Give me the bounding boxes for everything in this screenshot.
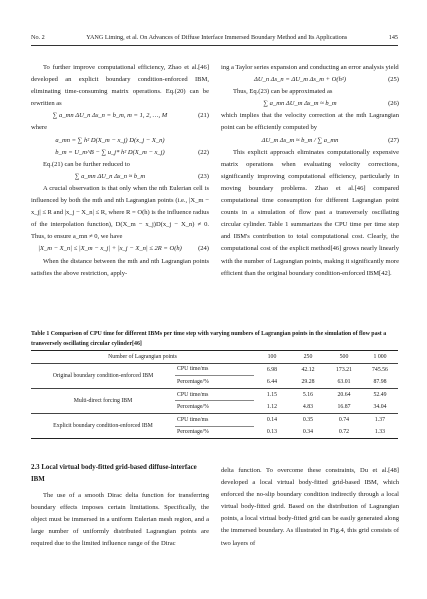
section-left-text: [31, 490, 209, 550]
paragraph: This explicit approach eliminates computationally expensive matrix operations when evaluating velocity corrections, significantly improving computational efficiency, particularly in moving boundary problems. Zhao et al.[46] compared computational time consumption for different Lagrangian point counts in a simulation of flow past a transversely oscillating circular cylinder. Table 1 summarizes the CPU time per time step and IBM's contribution to total computational cost. Clearly, the computational cost of the explicit method[46] grows nearly linearly with the number of Lagrangian points, making it significantly more efficient than the original boundary condition-enforced IBM[42].: [221, 148, 399, 277]
column-header: 250: [290, 351, 326, 364]
table-row: [31, 413, 398, 426]
paragraph: Thus, Eq.(23) can be approximated as: [233, 88, 333, 96]
table-cell: 52.49: [362, 388, 398, 401]
table-cell: 0.35: [290, 413, 326, 426]
table-cell: 6.44: [266, 378, 278, 385]
paragraph: The use of a smooth Dirac delta function for transferring boundary effects imposes certain limitations. Specifically, the object must be immersed in a uniform Eulerian mesh region, and a large number of uniformly distributed Lagrangian points are required due to the limited influence range of the Dirac: [31, 492, 209, 548]
section-right-text: [221, 465, 399, 550]
table-cell: 34.04: [373, 403, 387, 410]
equation-22a: a_mn = ∑ h² D(X_m − x_j) D(x_j − X_n): [55, 136, 165, 144]
table-cell: 0.13: [266, 429, 278, 436]
table-cell: 1.15: [254, 388, 290, 401]
table-cell: 20.64: [326, 388, 362, 401]
column-header: 500: [326, 351, 362, 364]
metric-label: CPU time/ms: [175, 363, 254, 376]
paragraph: ing a Taylor series expansion and conducting an error analysis yield: [221, 64, 399, 71]
method-name: Original boundary condition-enforced IBM: [52, 372, 154, 379]
equation-23: ∑ a_mn ΔU_n Δs_n ≈ b_m (23): [74, 172, 209, 180]
table-cell: 29.28: [301, 378, 315, 385]
table-cell: 0.14: [254, 413, 290, 426]
metric-label: CPU time/ms: [175, 413, 254, 426]
table-row: [31, 363, 398, 376]
equation-22b: b_m = U_m^B − ∑ u_j* h² D(X_m − x_j) (22): [55, 148, 209, 156]
table-cell: 6.98: [266, 366, 278, 373]
table-cell: 173.21: [336, 366, 352, 373]
table-cell: 87.98: [373, 378, 387, 385]
column-header: 100: [254, 351, 290, 364]
paragraph: Eq.(21) can be further reduced to: [43, 160, 130, 168]
metric-label: Percentage/%: [177, 404, 209, 411]
table-cell: 0.74: [326, 413, 362, 426]
table-cell: 1.37: [362, 413, 398, 426]
equation-27: ΔU_m Δs_m ≈ b_m / ∑ a_mn (27): [261, 136, 399, 144]
cpu-time-table: [31, 350, 398, 439]
paragraph: A crucial observation is that only when the nth Eulerian cell is influenced by both the mth and nth Lagrangian points (i.e., |X_m − x_j| ≤ R and |x_j − X_n| ≤ R, where R = O(h) is the influence radius of the interpolation function), D(X_m − x_j)D(x_j − X_n) ≠ 0. Thus, to ensure a_mn ≠ 0, we have: [31, 184, 209, 241]
paragraph: To further improve computational efficiency, Zhao et al.[46] developed an explicit boundary condition-enforced IBM, eliminating time-consuming matrix operations. Eq.(20) can be rewritten as: [31, 64, 209, 108]
table-cell: 5.16: [290, 388, 326, 401]
paragraph: When the distance between the mth and nth Lagrangian points satisfies the above restriction, apply-: [31, 257, 209, 277]
table-cell: 4.83: [302, 403, 314, 410]
table-cell: 63.01: [337, 378, 351, 385]
table-cell: 1.12: [266, 403, 278, 410]
page-number: 145: [388, 34, 398, 41]
method-name: Explicit boundary condition-enforced IBM: [31, 413, 175, 438]
table-cell: 1.33: [374, 429, 386, 436]
table-cell: 16.87: [337, 403, 351, 410]
header-label: Number of Lagrangian points: [31, 351, 254, 364]
issue-number: No. 2: [31, 34, 45, 41]
paragraph: delta function. To overcome these constraints, Du et al.[48] developed a local virtual body-fitted grid-based IBM, which enforced the no-slip boundary condition indirectly through a local virtual body-fitted grid. Based on the distribution of Lagrangian points, a local virtual body-fitted grid can be easily generated along the immersed boundary. As illustrated in Fig.4, this grid consists of two layers of: [221, 467, 399, 547]
left-column: [31, 62, 209, 280]
equation-24: |X_m − X_n| ≤ |X_m − x_j| + |x_j − X_n| ≤ 2R = O(h) (24): [38, 245, 209, 253]
equation-26: ∑ a_mn ΔU_m Δs_m ≈ b_m (26): [263, 100, 399, 108]
equation-25: ΔU_n Δs_n = ΔU_m Δs_m + O(h²) (25): [254, 76, 399, 84]
method-name: Multi-direct forcing IBM: [31, 388, 175, 413]
equation-21: ∑ a_mn ΔU_n Δs_n = b_m, m = 1, 2, …, M (21): [52, 112, 209, 120]
paragraph: which implies that the velocity correction at the mth Lagrangian point can be efficiently computed by: [221, 112, 399, 132]
running-title: YANG Liming, et al. On Advances of Diffuse Interface Immersed Boundary Method and Its Applications: [86, 34, 348, 41]
table-row: [31, 388, 398, 401]
where-label: where: [31, 124, 47, 132]
table-cell: 0.72: [338, 429, 350, 436]
table-caption: Table 1 Comparison of CPU time for different IBMs per time step with varying numbers of Lagrangian points in the simulation of flow past a transversely oscillating circular cylinder[46]: [31, 331, 387, 347]
table-cell: 42.12: [301, 366, 315, 373]
metric-label: Percentage/%: [177, 378, 209, 385]
running-header: [31, 34, 398, 41]
header-rule: [31, 45, 398, 46]
table-cell: 745.56: [372, 366, 388, 373]
table-cell: 0.34: [302, 429, 314, 436]
section-heading: 2.3 Local virtual body-fitted grid-based diffuse-interface IBM: [31, 464, 197, 483]
right-column: [221, 62, 399, 280]
metric-label: CPU time/ms: [175, 388, 254, 401]
column-header: 1 000: [362, 351, 398, 364]
metric-label: Percentage/%: [177, 429, 209, 436]
table-header-row: [31, 351, 398, 364]
